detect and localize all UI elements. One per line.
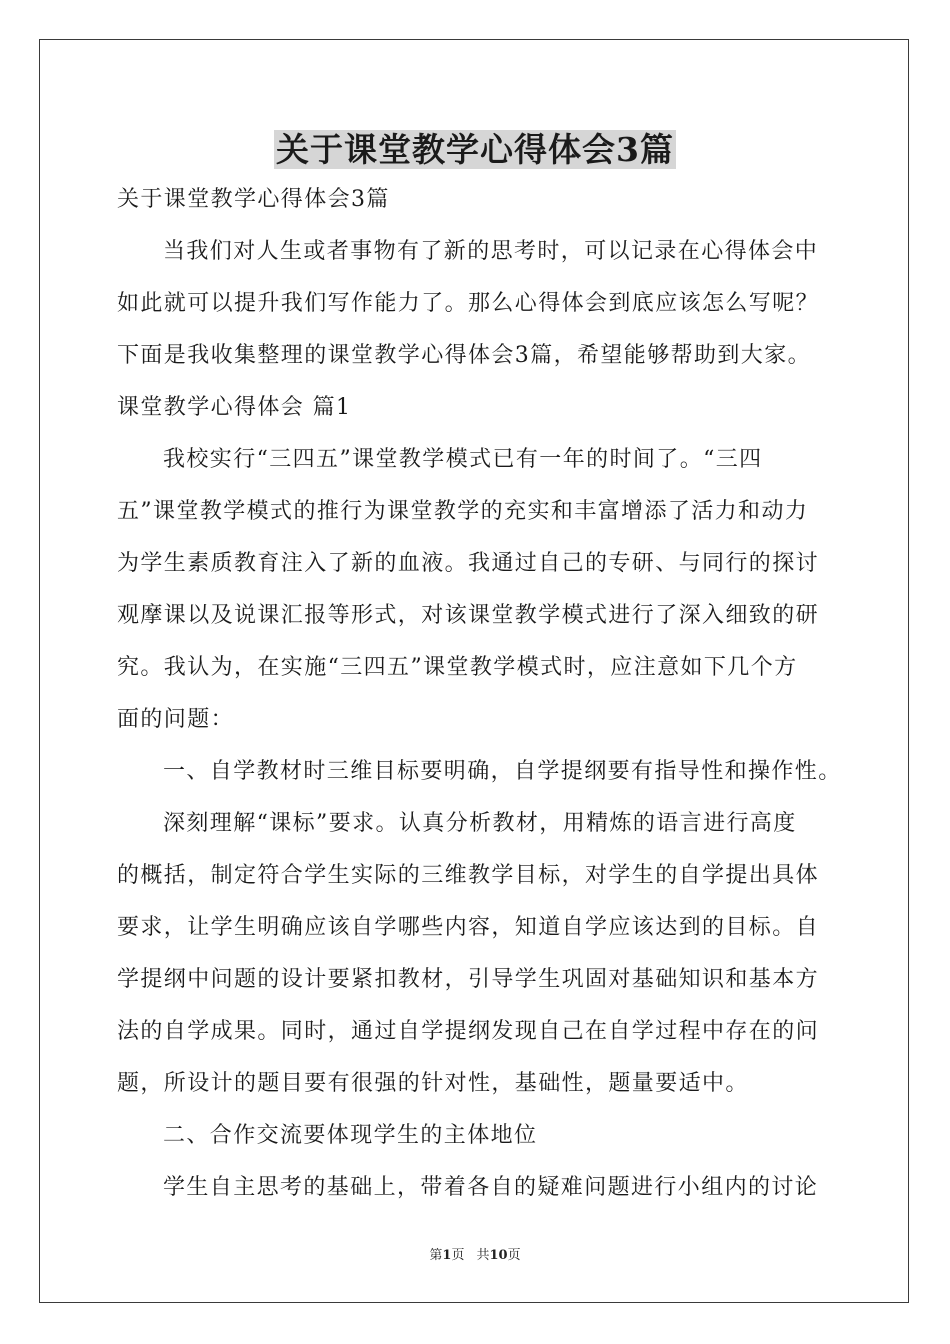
body-line: 一、自学教材时三维目标要明确，自学提纲要有指导性和操作性。 [163,759,842,784]
body-line: 法的自学成果。同时，通过自学提纲发现自己在自学过程中存在的问 [117,1019,820,1044]
body-line: 当我们对人生或者事物有了新的思考时，可以记录在心得体会中 [163,239,819,264]
body-line: 深刻理解“课标”要求。认真分析教材，用精炼的语言进行高度 [163,811,797,836]
page-footer [0,1247,950,1265]
page-number-prefix: 第 [429,1248,443,1263]
body-line: 如此就可以提升我们写作能力了。那么心得体会到底应该怎么写呢？ [117,291,820,316]
body-line: 为学生素质教育注入了新的血液。我通过自己的专研、与同行的探讨 [117,551,820,576]
page-total-count: 10 [489,1248,508,1263]
body-line: 我校实行“三四五”课堂教学模式已有一年的时间了。“三四 [163,447,763,472]
body-line: 究。我认为，在实施“三四五”课堂教学模式时，应注意如下几个方 [117,655,798,680]
document-title-text: 关于课堂教学心得体会3篇 [276,130,674,169]
document-title [0,128,950,172]
page-number-suffix: 页 [451,1248,465,1263]
body-line: 五”课堂教学模式的推行为课堂教学的充实和丰富增添了活力和动力 [117,499,809,524]
document-body [117,174,842,1214]
document-subtitle: 关于课堂教学心得体会3篇 [117,187,390,212]
body-line: 下面是我收集整理的课堂教学心得体会3篇，希望能够帮助到大家。 [117,343,811,368]
body-line: 题，所设计的题目要有很强的针对性，基础性，题量要适中。 [117,1071,749,1096]
body-line: 课堂教学心得体会 篇1 [117,395,352,420]
body-line: 要求，让学生明确应该自学哪些内容，知道自学应该达到的目标。自 [117,915,820,940]
page-total-prefix: 共 [476,1248,490,1263]
body-line: 学生自主思考的基础上，带着各自的疑难问题进行小组内的讨论 [163,1175,819,1200]
body-line: 学提纲中问题的设计要紧扣教材，引导学生巩固对基础知识和基本方 [117,967,820,992]
body-line: 二、合作交流要体现学生的主体地位 [163,1123,538,1148]
page-total-suffix: 页 [507,1248,521,1263]
body-line: 面的问题： [117,707,235,732]
page-number-current: 1 [442,1248,452,1263]
body-line: 观摩课以及说课汇报等形式，对该课堂教学模式进行了深入细致的研 [117,603,820,628]
body-line: 的概括，制定符合学生实际的三维教学目标，对学生的自学提出具体 [117,863,820,888]
